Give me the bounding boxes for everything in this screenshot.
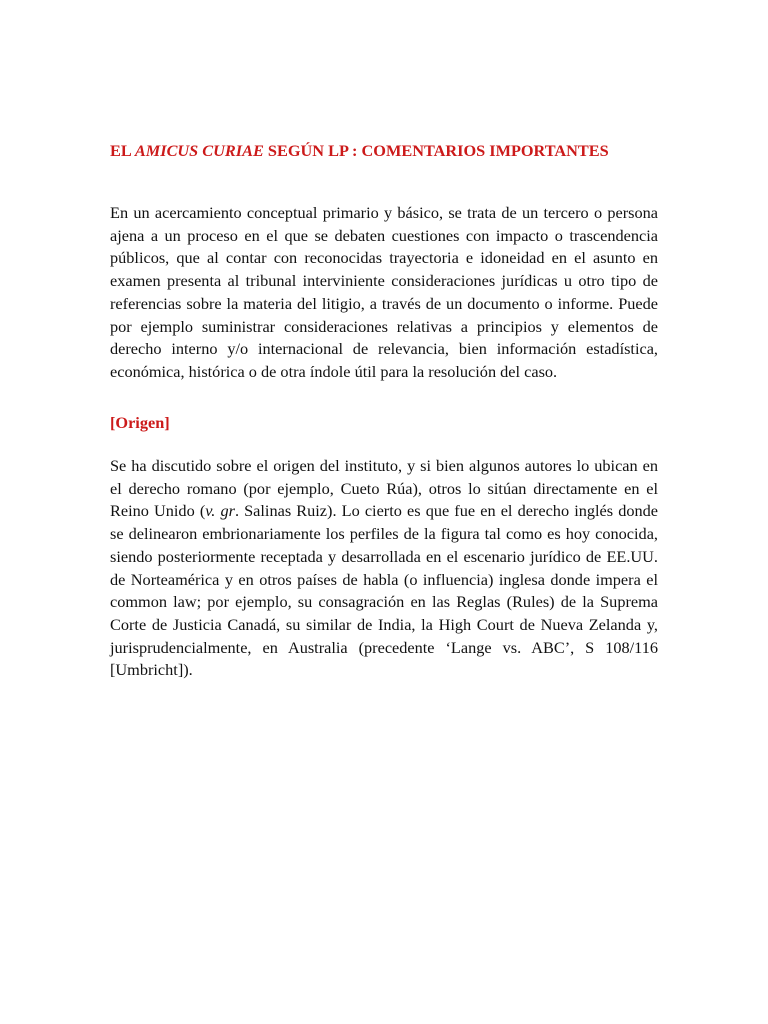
paragraph-origen-italic: v. gr <box>205 501 235 521</box>
paragraph-intro: En un acercamiento conceptual primario y básico, se trata de un tercero o persona ajena a un proceso en el que se debaten cuestiones con impacto o trascendencia públicos, que al contar con reconocidas trayectoria e idoneidad en el asunto en examen presenta al tribunal interviniente consideraciones jurídicas u otro tipo de referencias sobre la materia del litigio, a través de un documento o informe. Puede por ejemplo suministrar consideraciones relativas a principios y elementos de derecho interno y/o internacional de relevancia, bien información estadística, económica, histórica o de otra índole útil para la resolución del caso. <box>110 203 658 381</box>
title-prefix: EL <box>110 141 135 160</box>
paragraph-origen-part-2: . Salinas Ruiz). Lo cierto es que fue en el derecho inglés donde se delinearon embrionariamente los perfiles de la figura tal como es hoy conocida, siendo posteriormente receptada y desarrollada en el escenario jurídico de EE.UU. de Norteamérica y en otros países de habla (o influencia) inglesa donde impera el common law; por ejemplo, su consagración en las Reglas (Rules) de la Suprema Corte de Justicia Canadá, su similar de India, la High Court de Nueva Zelanda y, jurisprudencialmente, en Australia (precedente ‘Lange vs. ABC’, S 108/116 [Umbricht]). <box>110 501 659 680</box>
paragraph-origen <box>110 455 658 682</box>
title-italic-term: AMICUS CURIAE <box>134 141 264 160</box>
title-suffix: SEGÚN LP : COMENTARIOS IMPORTANTES <box>263 141 609 160</box>
section-heading-origen: [Origen] <box>110 413 170 432</box>
paragraph-origen-part-1: Se ha discutido sobre el origen del instituto, y si bien algunos autores lo ubican en el derecho romano (por ejemplo, Cueto Rúa), otros lo sitúan directamente en el Reino Unido ( <box>110 456 658 521</box>
document-title <box>110 140 690 162</box>
